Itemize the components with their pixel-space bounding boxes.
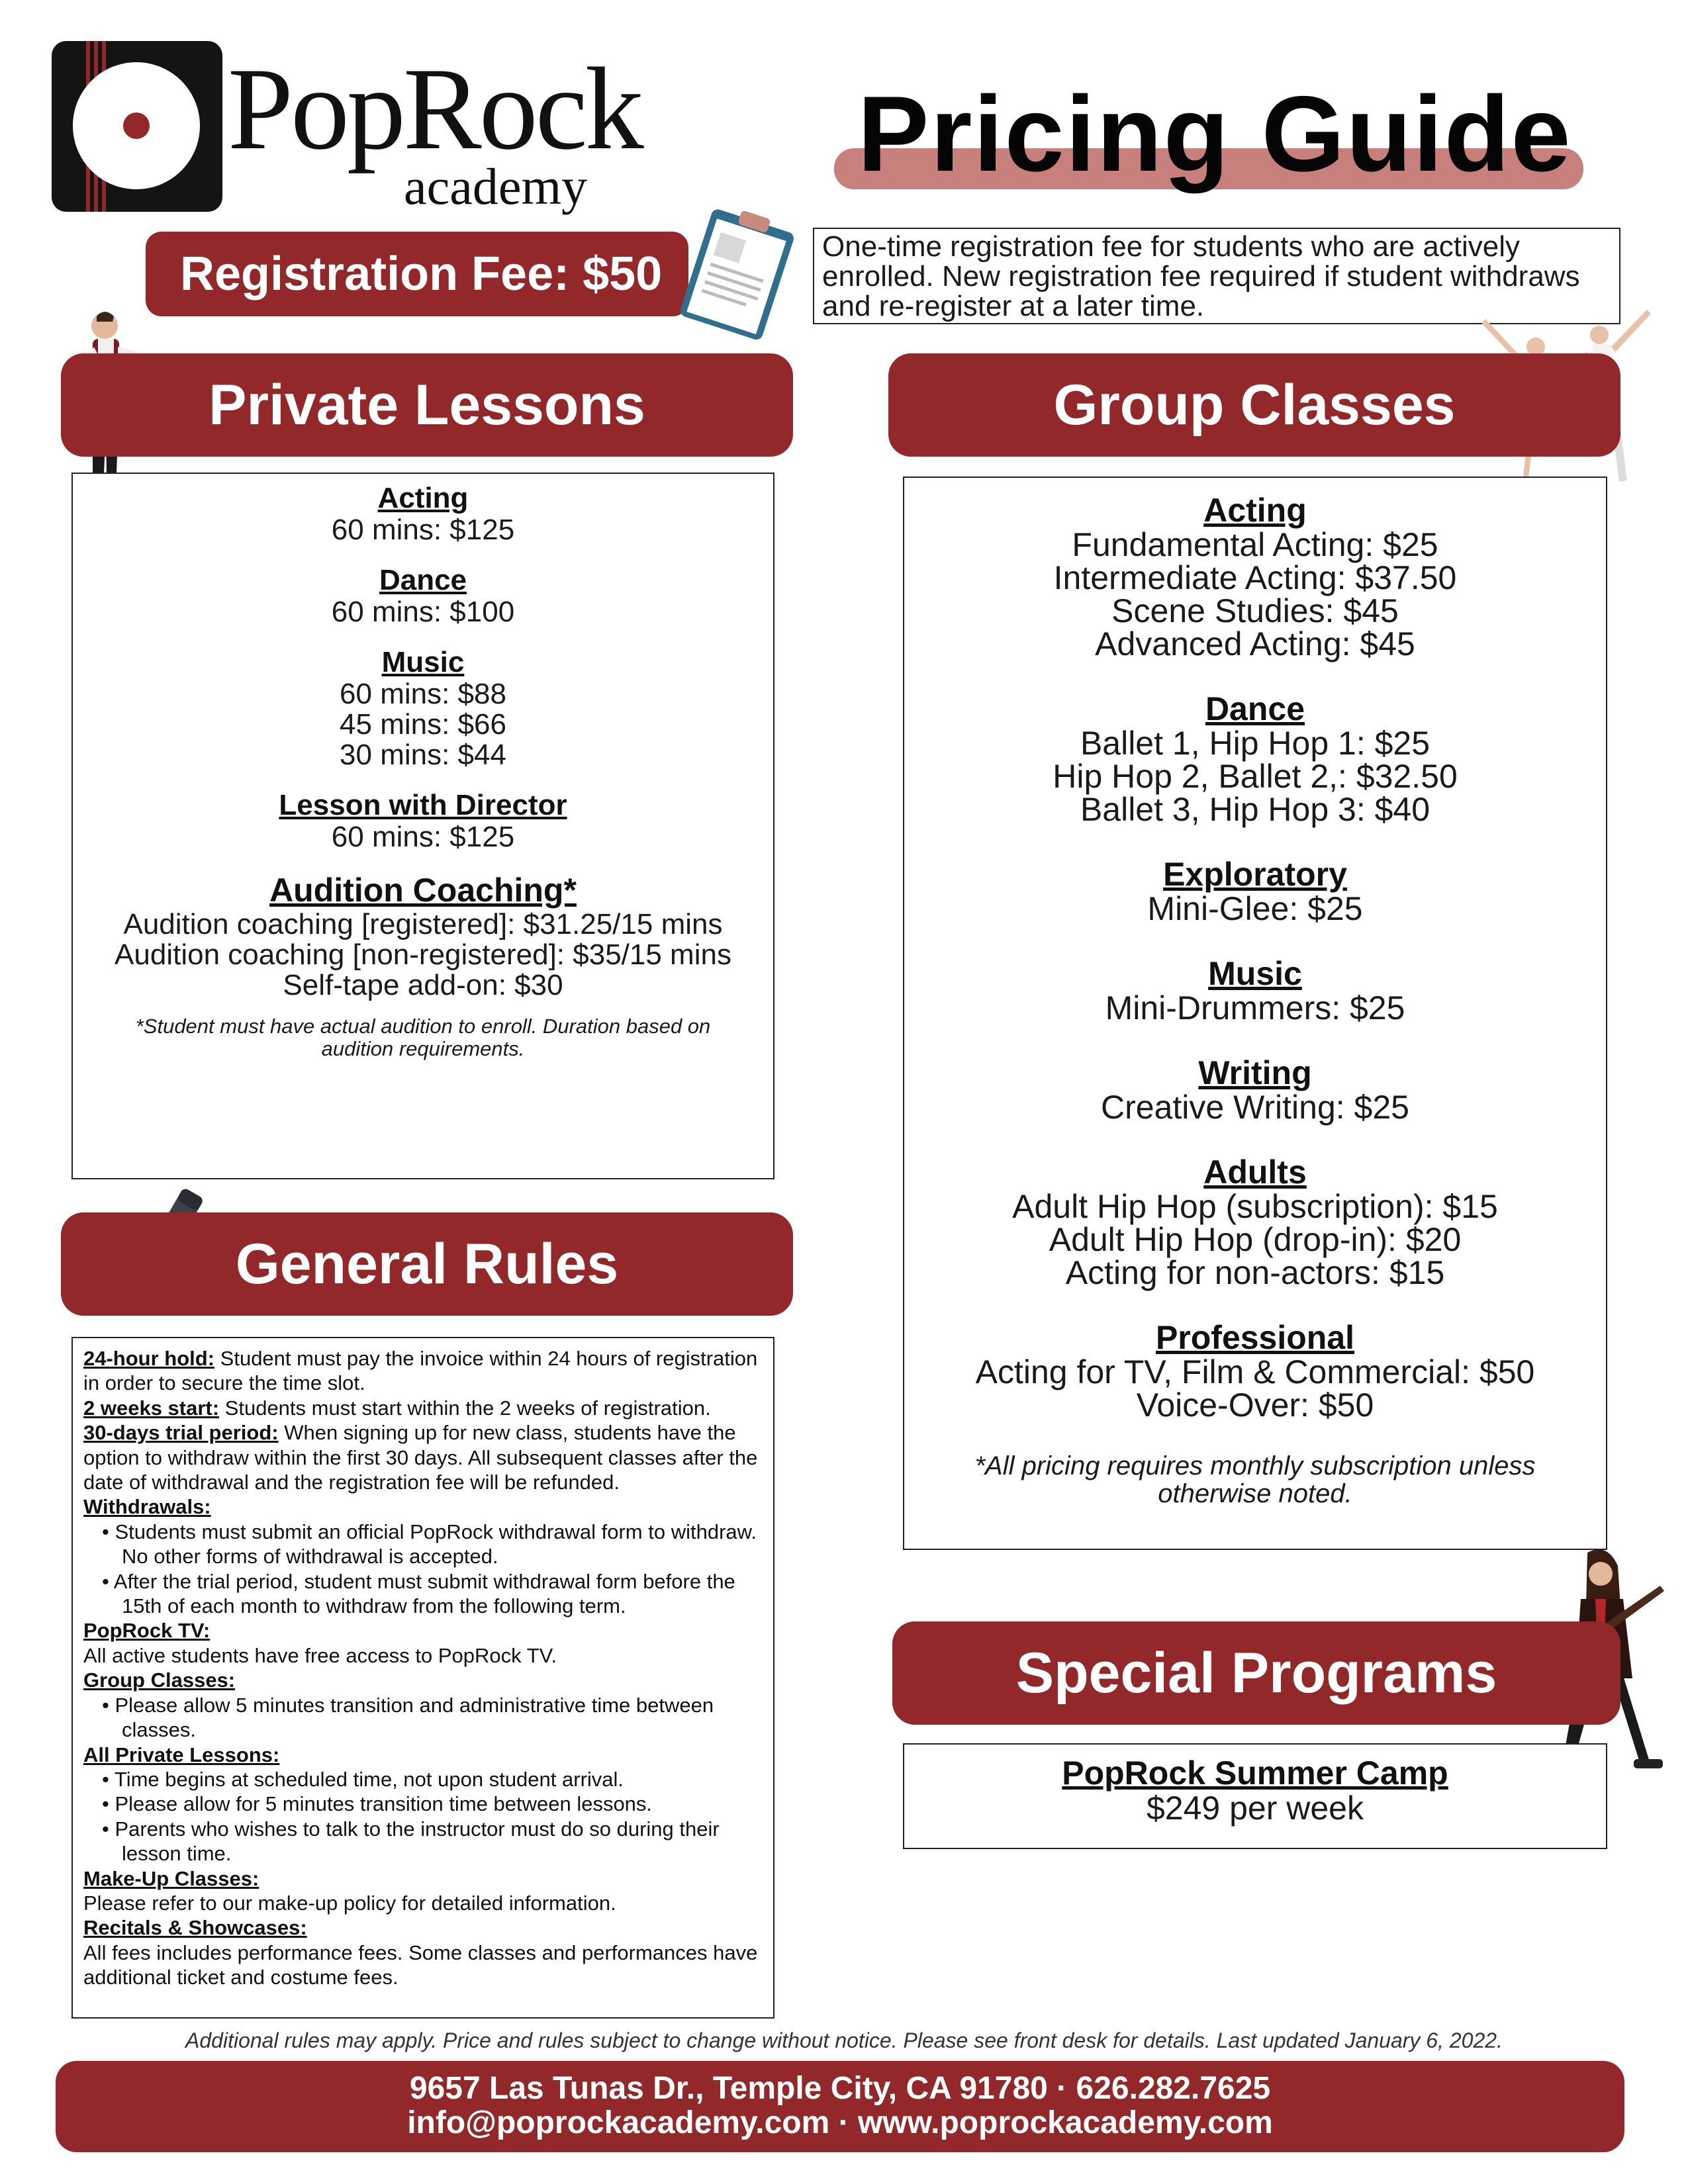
group-category bbox=[904, 856, 1606, 925]
rule-text: Students must start within the 2 weeks of registration. bbox=[219, 1396, 711, 1420]
footer-bar bbox=[56, 2061, 1624, 2152]
group-heading: Music bbox=[381, 646, 465, 678]
price-line: Hip Hop 2, Ballet 2,: $32.50 bbox=[1053, 758, 1458, 795]
price-line: Advanced Acting: $45 bbox=[1095, 625, 1415, 662]
group-classes-title: Group Classes bbox=[1053, 373, 1456, 437]
price-line: Mini-Drummers: $25 bbox=[1105, 989, 1405, 1026]
group-category bbox=[904, 1055, 1606, 1124]
rule-label: Recitals & Showcases: bbox=[83, 1916, 307, 1940]
rule-bullet: • Please allow 5 minutes transition and administrative time between classes. bbox=[83, 1693, 764, 1743]
price-line: Ballet 1, Hip Hop 1: $25 bbox=[1080, 725, 1430, 762]
private-group bbox=[73, 564, 773, 627]
group-heading: Professional bbox=[1155, 1319, 1355, 1356]
group-heading: Adults bbox=[1203, 1154, 1307, 1191]
rule-label: Group Classes: bbox=[83, 1668, 236, 1692]
rule-text: Please refer to our make-up policy for detailed information. bbox=[83, 1891, 616, 1915]
group-heading: Lesson with Director bbox=[279, 789, 567, 821]
rule-label: All Private Lessons: bbox=[83, 1743, 280, 1766]
group-heading: Audition Coaching* bbox=[269, 872, 577, 909]
rule-trial bbox=[83, 1420, 764, 1494]
special-programs-banner bbox=[892, 1621, 1620, 1725]
group-category bbox=[904, 492, 1606, 660]
rule-text: When signing up for new class, students have the option to withdraw within the first 30 days. All subsequent classes after the date of withdrawal and the registration fee will be refunded. bbox=[83, 1421, 758, 1494]
price-line: Adult Hip Hop (drop-in): $20 bbox=[1049, 1221, 1462, 1258]
special-programs-box bbox=[903, 1743, 1607, 1849]
rule-text: Student must pay the invoice within 24 hours of registration in order to secure the time slot. bbox=[83, 1347, 758, 1395]
group-heading: Exploratory bbox=[1163, 856, 1347, 893]
private-group bbox=[73, 482, 773, 545]
price-line: 45 mins: $66 bbox=[340, 708, 506, 741]
price-line: Acting for TV, Film & Commercial: $50 bbox=[975, 1353, 1535, 1390]
program-price: $249 per week bbox=[1146, 1790, 1364, 1827]
rule-label: Make-Up Classes: bbox=[83, 1866, 259, 1890]
private-footnote: *Student must have actual audition to enroll. Duration based on audition requirements. bbox=[135, 1015, 711, 1060]
price-line: Self-tape add-on: $30 bbox=[283, 969, 563, 1001]
general-rules-box bbox=[71, 1337, 774, 2019]
price-line: Creative Writing: $25 bbox=[1101, 1089, 1409, 1126]
registration-fee-label: Registration Fee: $50 bbox=[180, 248, 663, 300]
rule-label: 24-hour hold: bbox=[83, 1347, 215, 1370]
rule-start bbox=[83, 1396, 764, 1420]
general-rules-banner bbox=[61, 1212, 793, 1316]
group-heading: Music bbox=[1208, 955, 1302, 992]
rule-bullet: • After the trial period, student must submit withdrawal form before the 15th of each month to withdraw from the following term. bbox=[83, 1569, 764, 1619]
rule-bullet: • Students must submit an official PopRock withdrawal form to withdraw. No other forms of withdrawal is accepted. bbox=[83, 1520, 764, 1569]
group-category bbox=[904, 956, 1606, 1024]
price-line: Ballet 3, Hip Hop 3: $40 bbox=[1080, 791, 1430, 828]
price-line: Scene Studies: $45 bbox=[1111, 592, 1399, 629]
page-title: Pricing Guide bbox=[857, 74, 1572, 194]
rule-label: Withdrawals: bbox=[83, 1495, 211, 1519]
private-group bbox=[73, 871, 773, 1001]
rule-bullet: • Parents who wishes to talk to the instructor must do so during their lesson time. bbox=[83, 1817, 764, 1866]
rule-label: 30-days trial period: bbox=[83, 1421, 279, 1445]
rule-label: 2 weeks start: bbox=[83, 1396, 220, 1420]
group-heading: Acting bbox=[377, 482, 469, 514]
registration-note: One-time registration fee for students who are actively enrolled. New registration fee required if student withdraws and re-register at a later time. bbox=[822, 230, 1580, 322]
general-rules-title: General Rules bbox=[235, 1232, 619, 1296]
logo-name: PopRock bbox=[228, 43, 641, 174]
rule-bullet: • Time begins at scheduled time, not upon student arrival. bbox=[83, 1767, 764, 1792]
footer-contact: info@poprockacademy.com · www.poprockacademy.com bbox=[407, 2105, 1273, 2140]
registration-banner bbox=[146, 232, 688, 316]
group-classes-banner bbox=[888, 353, 1620, 457]
rule-text: All active students have free access to PopRock TV. bbox=[83, 1643, 557, 1667]
logo-mark-icon bbox=[52, 41, 222, 212]
price-line: 60 mins: $88 bbox=[340, 678, 506, 710]
group-footnote: *All pricing requires monthly subscription unless otherwise noted. bbox=[974, 1451, 1536, 1508]
rule-text: All fees includes performance fees. Some classes and performances have additional ticket and costume fees. bbox=[83, 1940, 758, 1989]
price-line: 60 mins: $100 bbox=[331, 596, 515, 628]
group-category bbox=[904, 1320, 1606, 1422]
price-line: Audition coaching [non-registered]: $35/15 mins bbox=[115, 938, 731, 971]
group-heading: Writing bbox=[1198, 1054, 1312, 1091]
private-lessons-banner bbox=[61, 353, 793, 457]
logo-sub: academy bbox=[404, 158, 588, 215]
program-heading: PopRock Summer Camp bbox=[1062, 1754, 1448, 1792]
rule-label: PopRock TV: bbox=[83, 1619, 211, 1643]
price-line: Intermediate Acting: $37.50 bbox=[1053, 559, 1457, 596]
price-line: Acting for non-actors: $15 bbox=[1065, 1254, 1445, 1291]
private-lessons-title: Private Lessons bbox=[209, 373, 645, 437]
price-line: Mini-Glee: $25 bbox=[1147, 890, 1363, 927]
logo bbox=[52, 41, 641, 215]
group-category bbox=[904, 1154, 1606, 1289]
group-heading: Dance bbox=[1205, 690, 1305, 727]
price-line: Fundamental Acting: $25 bbox=[1072, 526, 1438, 563]
price-line: 60 mins: $125 bbox=[331, 821, 515, 853]
rule-hold bbox=[83, 1346, 764, 1396]
disclaimer: Additional rules may apply. Price and rules subject to change without notice. Please see front desk for details. Last updated January 6, 2022. bbox=[185, 2028, 1503, 2052]
price-line: Voice-Over: $50 bbox=[1136, 1387, 1374, 1424]
clipboard-icon bbox=[675, 199, 801, 344]
private-lessons-box bbox=[71, 473, 774, 1179]
group-heading: Dance bbox=[379, 564, 467, 596]
group-category bbox=[904, 691, 1606, 826]
group-classes-box bbox=[903, 477, 1607, 1550]
rule-bullet: • Please allow for 5 minutes transition time between lessons. bbox=[83, 1792, 764, 1816]
private-group bbox=[73, 789, 773, 852]
price-line: Adult Hip Hop (subscription): $15 bbox=[1012, 1188, 1498, 1225]
price-line: 60 mins: $125 bbox=[331, 514, 515, 546]
price-line: 30 mins: $44 bbox=[340, 739, 506, 771]
private-group bbox=[73, 646, 773, 770]
price-line: Audition coaching [registered]: $31.25/15 mins bbox=[123, 908, 723, 940]
footer-address: 9657 Las Tunas Dr., Temple City, CA 91780 · 626.282.7625 bbox=[409, 2071, 1271, 2106]
special-programs-title: Special Programs bbox=[1015, 1641, 1497, 1705]
group-heading: Acting bbox=[1203, 492, 1307, 529]
